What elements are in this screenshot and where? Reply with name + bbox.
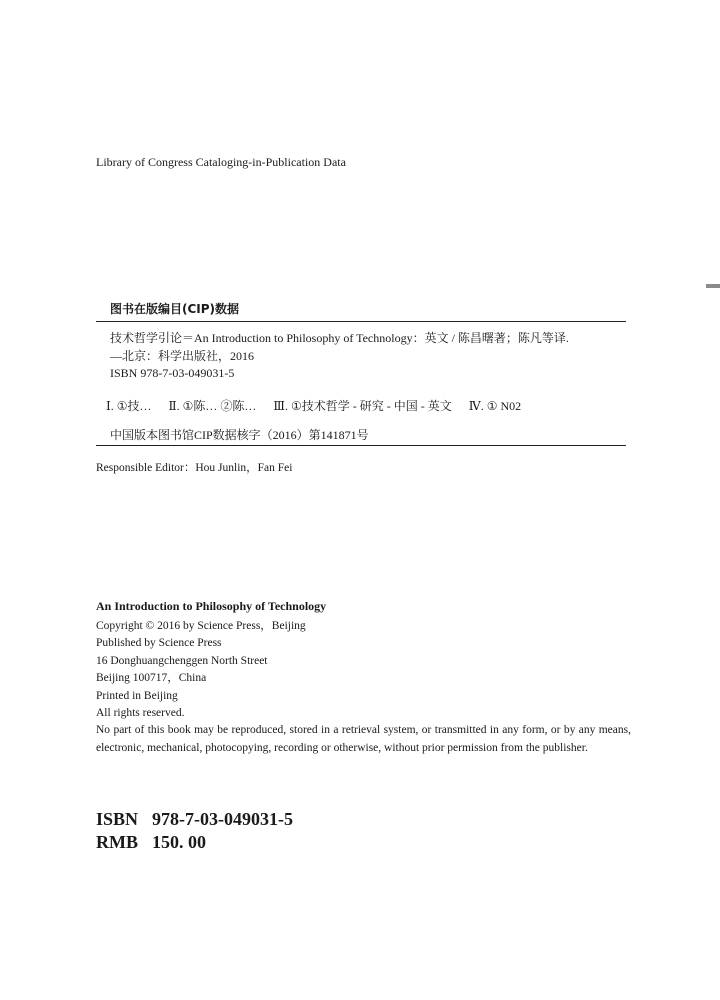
- rights-paragraph: No part of this book may be reproduced, stored in a retrieval system, or transmitted in any form, or by any means, electronic, mechanical, photocopying, recording or otherwise, without prior permission from the publisher.: [96, 724, 631, 754]
- cip-line-2: —北京：科学出版社，2016: [110, 349, 255, 363]
- isbn-row: [96, 808, 293, 831]
- price-value: 150. 00: [152, 832, 206, 852]
- cip-record-number: 中国版本图书馆CIP数据核字（2016）第141871号: [110, 428, 369, 442]
- classification-item: Ⅰ. ①技…: [106, 399, 152, 413]
- cip-classification: [106, 397, 535, 414]
- isbn-label: ISBN: [96, 809, 139, 829]
- publisher-line: Published by Science Press: [96, 637, 222, 650]
- edge-tick-mark: [706, 284, 720, 288]
- address-line: 16 Donghuangchenggen North Street: [96, 654, 268, 667]
- cip-isbn-line: ISBN 978-7-03-049031-5: [110, 366, 235, 380]
- isbn-price-block: [96, 808, 293, 854]
- lib-congress-header: Library of Congress Cataloging-in-Publication Data: [96, 155, 346, 169]
- copyright-line: Copyright © 2016 by Science Press，Beijing: [96, 620, 306, 632]
- classification-item: Ⅳ. ① N02: [468, 399, 522, 413]
- price-label: RMB: [96, 832, 138, 852]
- book-title: An Introduction to Philosophy of Technology: [96, 599, 327, 613]
- cip-top-rule: [96, 321, 626, 322]
- price-row: [96, 831, 293, 854]
- cip-bottom-rule: [96, 445, 626, 446]
- rights-line: All rights reserved.: [96, 707, 185, 720]
- isbn-value: 978-7-03-049031-5: [152, 809, 293, 829]
- cip-title: 图书在版编目(CIP)数据: [110, 302, 240, 316]
- responsible-editor: Responsible Editor：Hou Junlin，Fan Fei: [96, 462, 293, 474]
- classification-item: Ⅱ. ①陈… ②陈…: [168, 399, 257, 413]
- city-line: Beijing 100717，China: [96, 672, 207, 685]
- cip-block: [96, 300, 626, 442]
- publication-info: [96, 618, 636, 757]
- classification-item: Ⅲ. ①技术哲学 - 研究 - 中国 - 英文: [273, 399, 452, 413]
- printed-line: Printed in Beijing: [96, 689, 178, 702]
- cip-line-1: 技术哲学引论＝An Introduction to Philosophy of Technology：英文 / 陈昌曙著；陈凡等译.: [110, 331, 569, 345]
